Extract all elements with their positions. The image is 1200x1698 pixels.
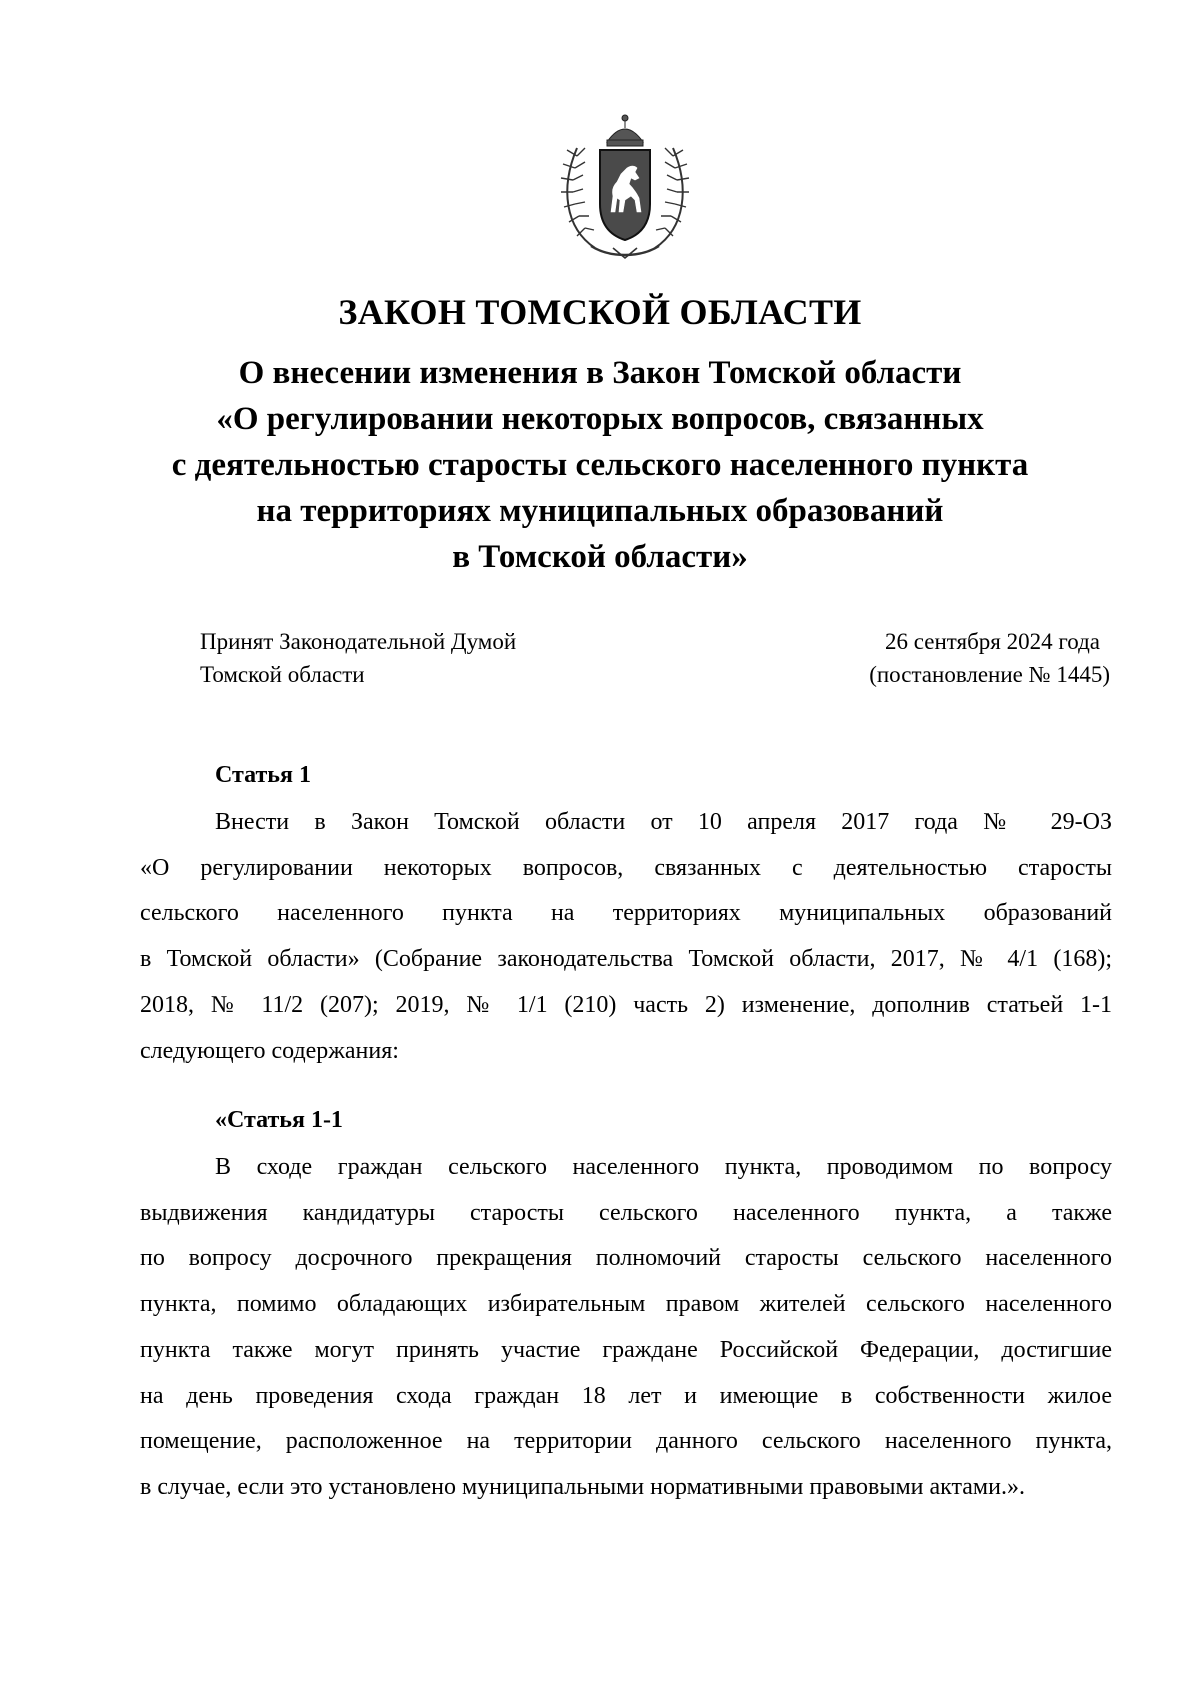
law-title: ЗАКОН ТОМСКОЙ ОБЛАСТИ — [338, 292, 862, 332]
article-1-text — [140, 800, 1112, 1074]
adoption-date: 26 сентября 2024 года — [885, 629, 1100, 654]
text-line: выдвижения кандидатуры старосты сельского населенного пункта, а также — [140, 1199, 1112, 1226]
resolution-number: (постановление № 1445) — [869, 662, 1110, 687]
article-1-1-heading: «Статья 1-1 — [215, 1107, 343, 1133]
subtitle-line: «О регулировании некоторых вопросов, связанных — [216, 401, 984, 437]
text-line: в Томской области» (Собрание законодательства Томской области, 2017, № 4/1 (168); — [140, 946, 1112, 973]
text-line: В сходе граждан сельского населенного пункта, проводимом по вопросу — [215, 1154, 1112, 1180]
subtitle-line: О внесении изменения в Закон Томской области — [238, 355, 962, 391]
tomsk-coat-of-arms-icon — [555, 108, 695, 266]
text-line: пункта также могут принять участие граждане Российской Федерации, достигшие — [140, 1336, 1112, 1363]
text-line: Внести в Закон Томской области от 10 апреля 2017 года № 29-ОЗ — [215, 809, 1112, 835]
text-line: следующего содержания: — [140, 1037, 399, 1064]
text-line: 2018, № 11/2 (207); 2019, № 1/1 (210) часть 2) изменение, дополнив статьей 1-1 — [140, 991, 1112, 1018]
article-1-1-text — [140, 1145, 1112, 1511]
subtitle-line: на территориях муниципальных образований — [256, 493, 944, 529]
text-line: пункта, помимо обладающих избирательным правом жителей сельского населенного — [140, 1291, 1112, 1318]
text-line: по вопросу досрочного прекращения полномочий старосты сельского населенного — [140, 1245, 1112, 1272]
adoption-date-block — [869, 625, 1110, 691]
subtitle-line: в Томской области» — [452, 539, 748, 575]
text-line: «О регулировании некоторых вопросов, связанных с деятельностью старосты — [140, 854, 1112, 881]
adopting-body-line: Принят Законодательной Думой — [200, 629, 517, 654]
text-line: в случае, если это установлено муниципальными нормативными правовыми актами.». — [140, 1473, 1025, 1500]
adopting-body — [200, 625, 516, 691]
subtitle-line: с деятельностью старосты сельского населенного пункта — [171, 447, 1029, 483]
adopting-body-line: Томской области — [200, 662, 365, 687]
article-1-heading: Статья 1 — [215, 762, 311, 788]
text-line: сельского населенного пункта на территориях муниципальных образований — [140, 900, 1112, 927]
text-line: на день проведения схода граждан 18 лет и имеющие в собственности жилое — [140, 1382, 1112, 1409]
law-subtitle — [0, 350, 1200, 580]
text-line: помещение, расположенное на территории данного сельского населенного пункта, — [140, 1428, 1112, 1455]
